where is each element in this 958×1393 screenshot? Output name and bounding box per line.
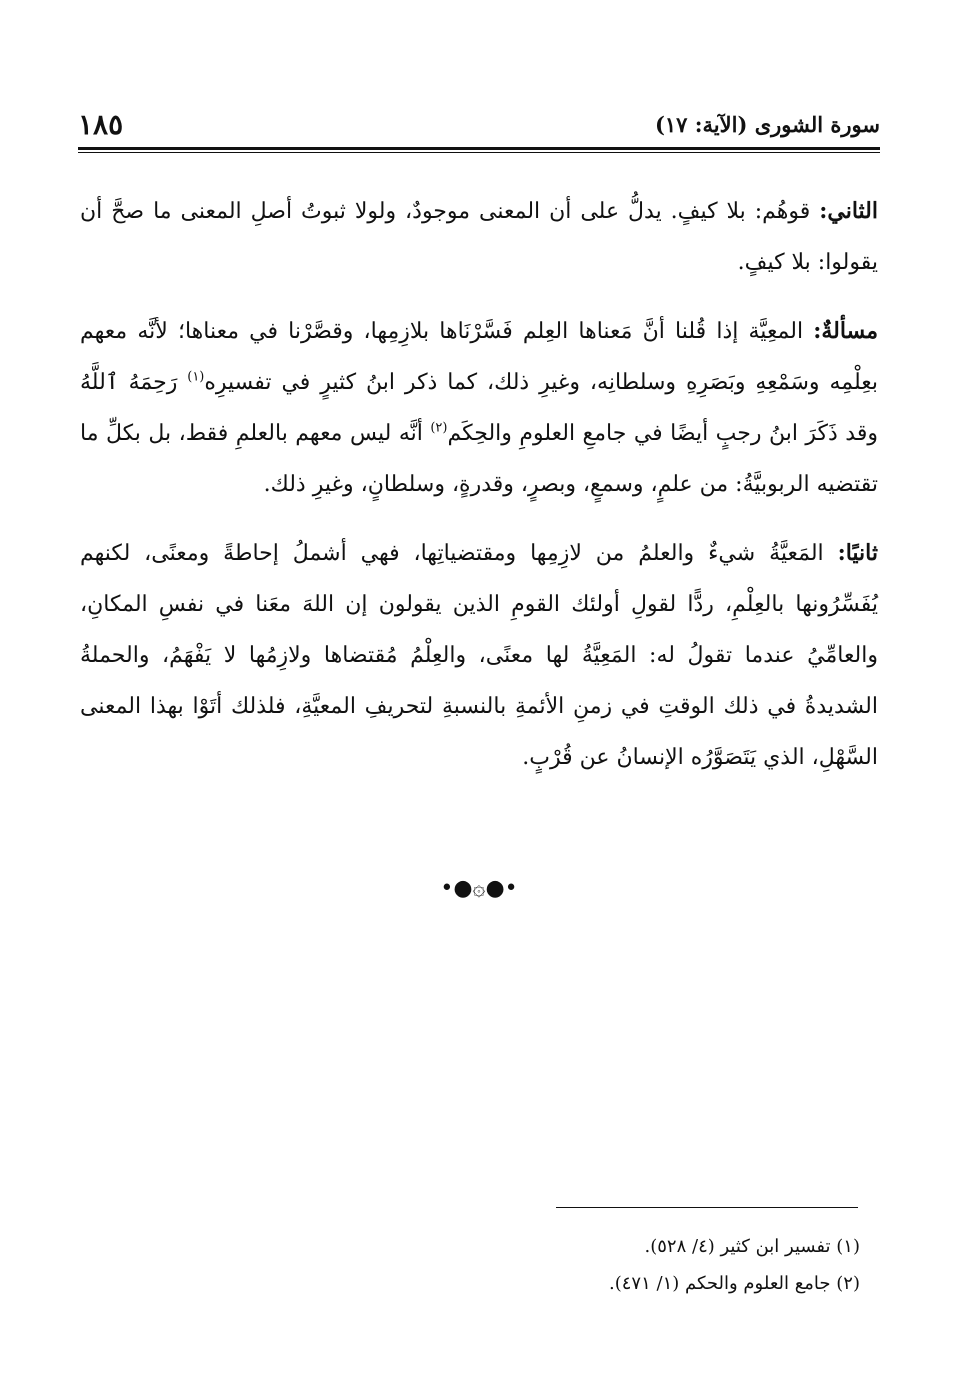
main-text	[80, 186, 878, 783]
footnote-rule	[556, 1207, 858, 1208]
header-rule	[78, 147, 880, 150]
paragraph-text: قوهُم: بلا كيفٍ. يدلُّ على أن المعنى موجودٌ، ولولا ثبوتُ أصلِ المعنى ما صحَّ أن يقولوا: بلا كيفٍ.	[80, 199, 878, 275]
page-number: ١٨٥	[78, 108, 124, 141]
header-rule-thin	[78, 152, 880, 153]
footnote-ref-2[interactable]: (٢)	[430, 420, 448, 436]
paragraph-text: المَعيَّةُ شيءٌ والعلمُ من لازِمِها ومقتضياتِها، فهي أشملُ إحاطةً ومعنًى، لكنهم يُفَسِّرُونها بالعِلْمِ، ردًّا لقولِ أولئك القومِ الذين يقولون إن اللهَ معَنا في نفسِ المكانِ، والعامِّيُ عندما تقولُ له: المَعِيَّةُ لها معنًى، والعِلْمُ مُقتضاها ولازِمُها لا يَفْهَمُ، والحملةُ الشديدةُ في ذلك الوقتِ في زمنِ الأئمةِ بالنسبةِ لتحريفِ المعيَّةِ، فلذلك أتَوْا بهذا المعنى السَّهْلِ، الذي يَتَصَوَّرُه الإنسانُ عن قُرْبٍ.	[80, 541, 878, 770]
footnote-1: (١) تفسير ابن كثير (٤/ ٥٢٨).	[644, 1236, 860, 1257]
section-ornament: •●۞●•	[440, 876, 518, 901]
running-header	[78, 108, 880, 148]
paragraph-lead: الثاني:	[819, 198, 878, 224]
footnotes	[609, 1228, 860, 1302]
paragraph-lead: ثانيًا:	[837, 540, 878, 566]
paragraph-2	[80, 306, 878, 510]
paragraph-text: أنَّه ليس معهم بالعلمِ فقط، بل بكلِّ ما تقتضيه الربوبيَّةُ: من علمٍ، وسمعٍ، وبصرٍ، وقدرةٍ، وسلطانٍ، وغيرِ ذلك.	[80, 421, 878, 497]
paragraph-1	[80, 186, 878, 288]
footnote-2: (٢) جامع العلوم والحكم (١/ ٤٧١).	[609, 1273, 860, 1294]
paragraph-text: رَحِمَهُ ٱللَّهُ وقد ذَكَرَ ابنُ رجبٍ أيضًا في جامعِ العلومِ والحِكَم	[80, 370, 878, 446]
paragraph-lead: مسألةٌ:	[813, 318, 878, 344]
paragraph-3	[80, 528, 878, 783]
footnote-ref-1[interactable]: (١)	[187, 369, 205, 385]
paragraph-text: المعِيَّة إذا قُلنا أنَّ مَعناها العِلم فَسَّرْنَاها بلازِمِها، وقصَّرْنا في معناها؛ لأنَّه معهم بعِلْمِه وسَمْعِهِ وبَصَرِهِ وسلطانِه، وغيرِ ذلك، كما ذكر ابنُ كثيرٍ في تفسيرِه	[80, 319, 878, 395]
surah-title: سورة الشورى (الآية: ١٧)	[654, 112, 880, 137]
